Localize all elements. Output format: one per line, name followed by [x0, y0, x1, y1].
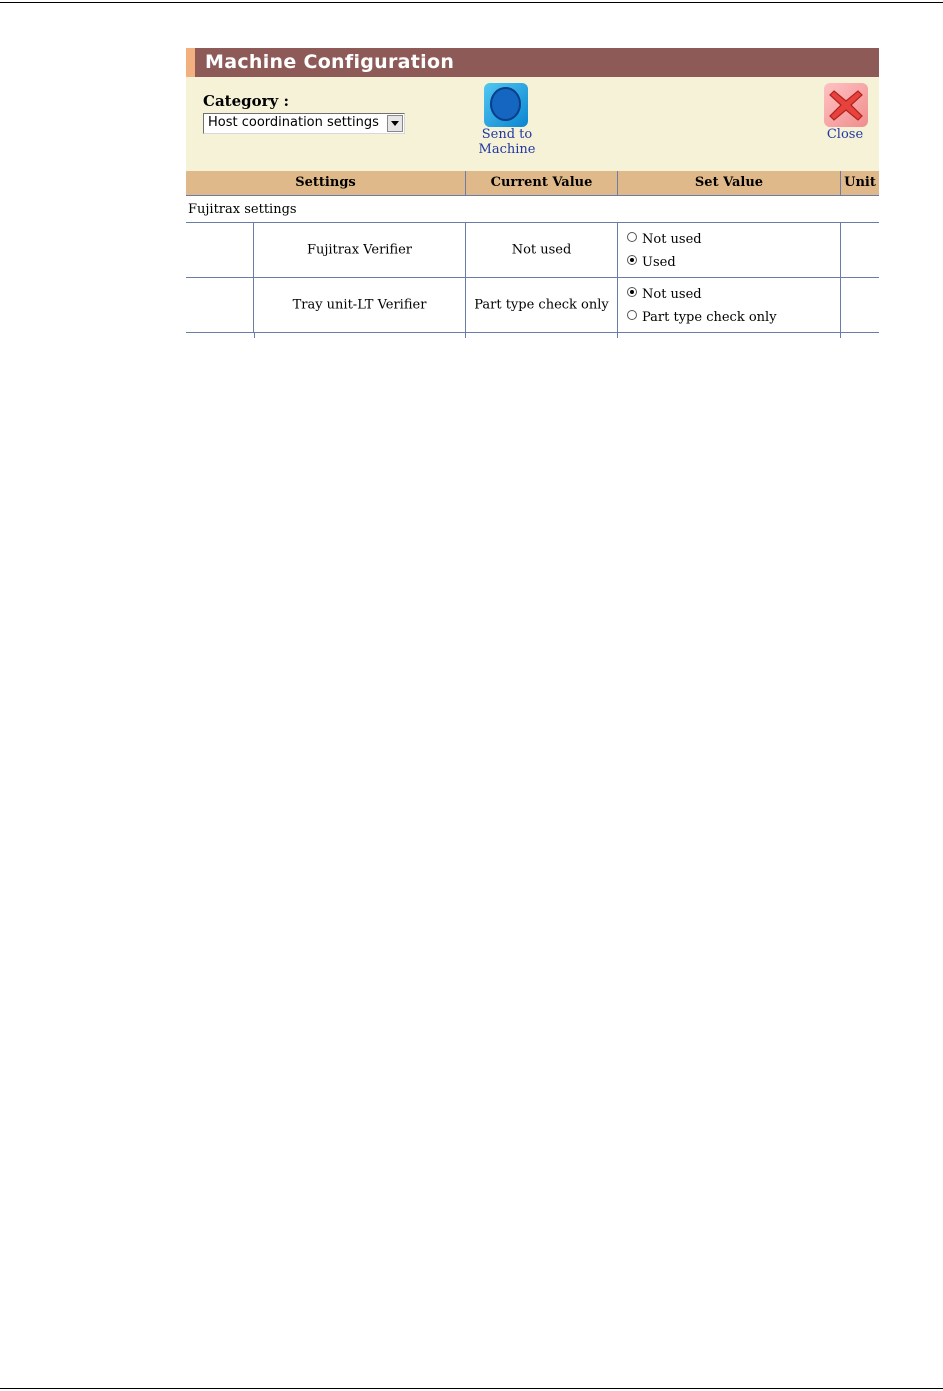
title-bar-accent — [186, 48, 195, 77]
unit-cell — [841, 223, 879, 277]
category-select-value: Host coordination settings — [208, 115, 379, 130]
radio-label[interactable]: Part type check only — [642, 310, 777, 325]
set-value-cell — [618, 278, 841, 332]
table-row-partial — [186, 333, 879, 338]
table-row — [186, 223, 879, 278]
send-to-machine-button[interactable] — [452, 83, 562, 157]
radio-option[interactable] — [627, 310, 777, 325]
category-select[interactable] — [203, 113, 405, 134]
category-label: Category : — [203, 92, 290, 110]
header-set-value: Set Value — [618, 171, 841, 196]
group-row — [186, 196, 879, 223]
radio-option[interactable] — [627, 255, 676, 270]
setting-name: Tray unit-LT Verifier — [292, 297, 427, 313]
current-value-cell — [466, 223, 618, 277]
radio-label[interactable]: Used — [642, 255, 676, 270]
set-value-cell — [618, 223, 841, 277]
chevron-down-icon[interactable] — [387, 115, 403, 132]
current-value-cell — [466, 278, 618, 332]
table-header — [186, 171, 879, 196]
header-unit: Unit — [844, 175, 876, 190]
row-indent-cell — [186, 223, 254, 277]
unit-cell — [841, 278, 879, 332]
close-x-icon[interactable] — [824, 83, 868, 127]
send-to-machine-label[interactable]: Send to Machine — [478, 127, 536, 157]
page-top-rule — [0, 2, 943, 3]
radio-button-selected[interactable] — [627, 287, 637, 297]
radio-label[interactable]: Not used — [642, 287, 702, 302]
radio-label[interactable]: Not used — [642, 232, 702, 247]
radio-option[interactable] — [627, 287, 702, 302]
setting-name: Fujitrax Verifier — [306, 242, 413, 258]
send-to-machine-icon[interactable] — [484, 83, 528, 127]
machine-configuration-window — [186, 48, 879, 338]
page-bottom-rule — [0, 1388, 943, 1389]
group-label: Fujitrax settings — [188, 202, 297, 217]
radio-button-selected[interactable] — [627, 255, 637, 265]
setting-name-cell — [254, 223, 466, 277]
setting-name-cell — [254, 278, 466, 332]
close-button[interactable] — [816, 83, 874, 145]
radio-option[interactable] — [627, 232, 702, 247]
toolbar — [186, 77, 879, 171]
close-label[interactable]: Close — [826, 127, 864, 142]
radio-button[interactable] — [627, 232, 637, 242]
title-bar — [186, 48, 879, 77]
header-settings: Settings — [186, 171, 466, 196]
window-title: Machine Configuration — [205, 51, 455, 73]
header-current-value: Current Value — [466, 171, 618, 196]
current-value: Not used — [511, 242, 572, 258]
row-indent-cell — [186, 278, 254, 332]
radio-button[interactable] — [627, 310, 637, 320]
current-value: Part type check only — [474, 297, 609, 313]
table-row — [186, 278, 879, 333]
